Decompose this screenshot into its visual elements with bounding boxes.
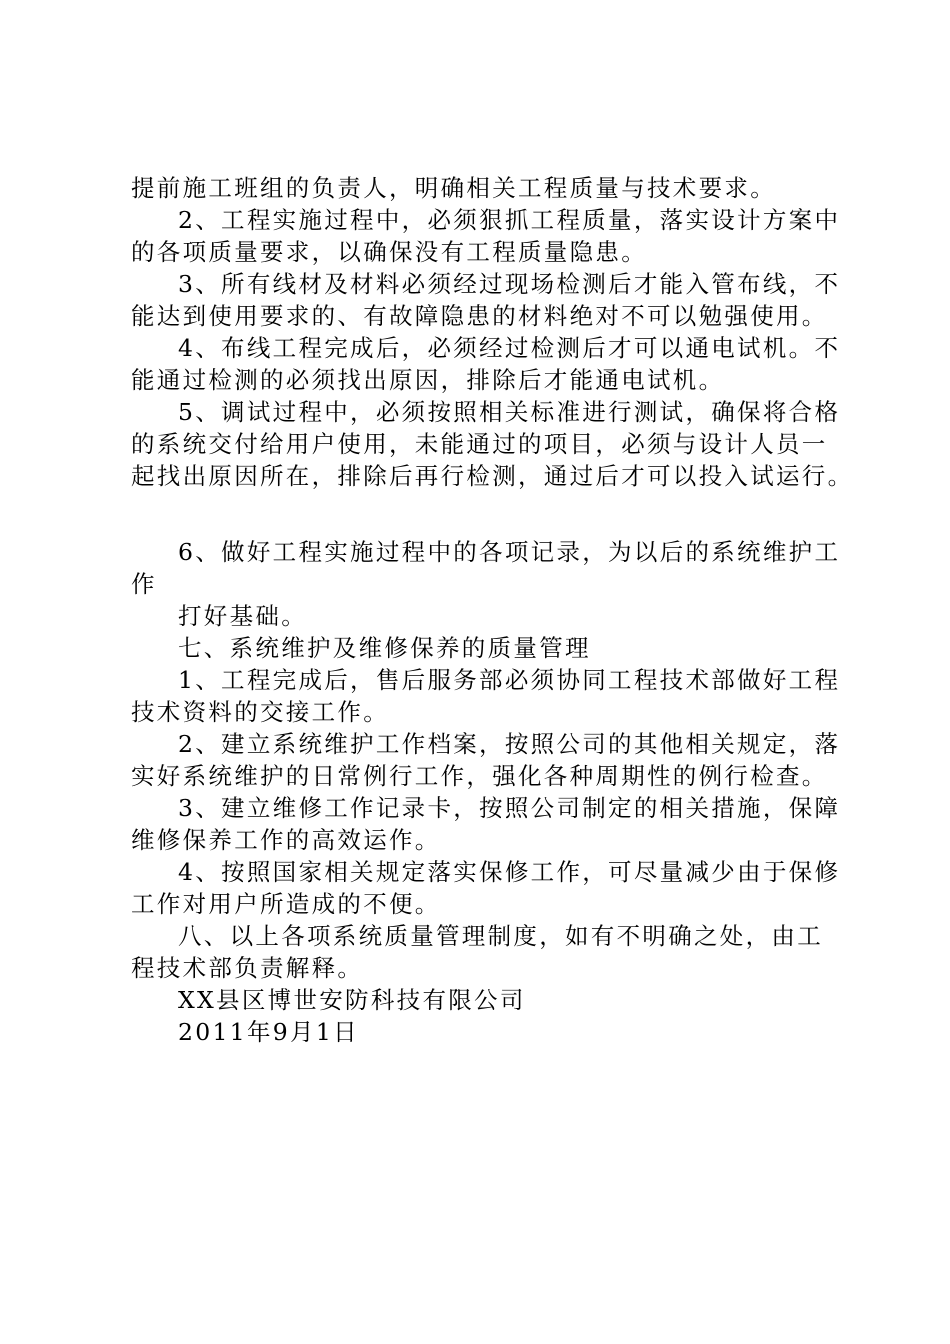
paragraph-line: 6、做好工程实施过程中的各项记录，为以后的系统维护工 bbox=[178, 538, 841, 566]
paragraph-line: 工作对用户所造成的不便。 bbox=[131, 890, 441, 918]
paragraph-line: 2、工程实施过程中，必须狠抓工程质量，落实设计方案中 bbox=[178, 206, 841, 234]
paragraph-line: 实好系统维护的日常例行工作，强化各种周期性的例行检查。 bbox=[131, 762, 828, 790]
section-heading: 七、系统维护及维修保养的质量管理 bbox=[178, 634, 591, 662]
paragraph-line: 2、建立系统维护工作档案，按照公司的其他相关规定，落 bbox=[178, 730, 841, 758]
paragraph-gap bbox=[131, 492, 836, 536]
paragraph-line: 维修保养工作的高效运作。 bbox=[131, 826, 441, 854]
signature-company: XX县区博世安防科技有限公司 bbox=[178, 986, 526, 1014]
section-heading: 八、以上各项系统质量管理制度，如有不明确之处，由工 bbox=[178, 922, 823, 950]
paragraph-line: 4、按照国家相关规定落实保修工作，可尽量减少由于保修 bbox=[178, 858, 841, 886]
paragraph-line: 3、所有线材及材料必须经过现场检测后才能入管布线，不 bbox=[178, 270, 841, 298]
paragraph-line: 技术资料的交接工作。 bbox=[131, 698, 389, 726]
signature-date: 2011年9月1日 bbox=[178, 1018, 359, 1046]
paragraph-line: 的系统交付给用户使用，未能通过的项目，必须与设计人员一 bbox=[131, 430, 828, 458]
paragraph-line: 提前施工班组的负责人，明确相关工程质量与技术要求。 bbox=[131, 174, 776, 202]
paragraph-line: 1、工程完成后，售后服务部必须协同工程技术部做好工程 bbox=[178, 666, 841, 694]
paragraph-line: 作 bbox=[131, 570, 157, 598]
paragraph-line: 5、调试过程中，必须按照相关标准进行测试，确保将合格 bbox=[178, 398, 841, 426]
paragraph-line: 3、建立维修工作记录卡，按照公司制定的相关措施，保障 bbox=[178, 794, 841, 822]
paragraph-line: 起找出原因所在，排除后再行检测，通过后才可以投入试运行。 bbox=[131, 462, 854, 490]
paragraph-line: 4、布线工程完成后，必须经过检测后才可以通电试机。不 bbox=[178, 334, 841, 362]
paragraph-line: 打好基础。 bbox=[178, 602, 307, 630]
paragraph-line: 能通过检测的必须找出原因，排除后才能通电试机。 bbox=[131, 366, 725, 394]
paragraph-line: 程技术部负责解释。 bbox=[131, 954, 364, 982]
paragraph-line: 的各项质量要求，以确保没有工程质量隐患。 bbox=[131, 238, 647, 266]
paragraph-line: 能达到使用要求的、有故障隐患的材料绝对不可以勉强使用。 bbox=[131, 302, 828, 330]
document-body bbox=[131, 172, 854, 1048]
